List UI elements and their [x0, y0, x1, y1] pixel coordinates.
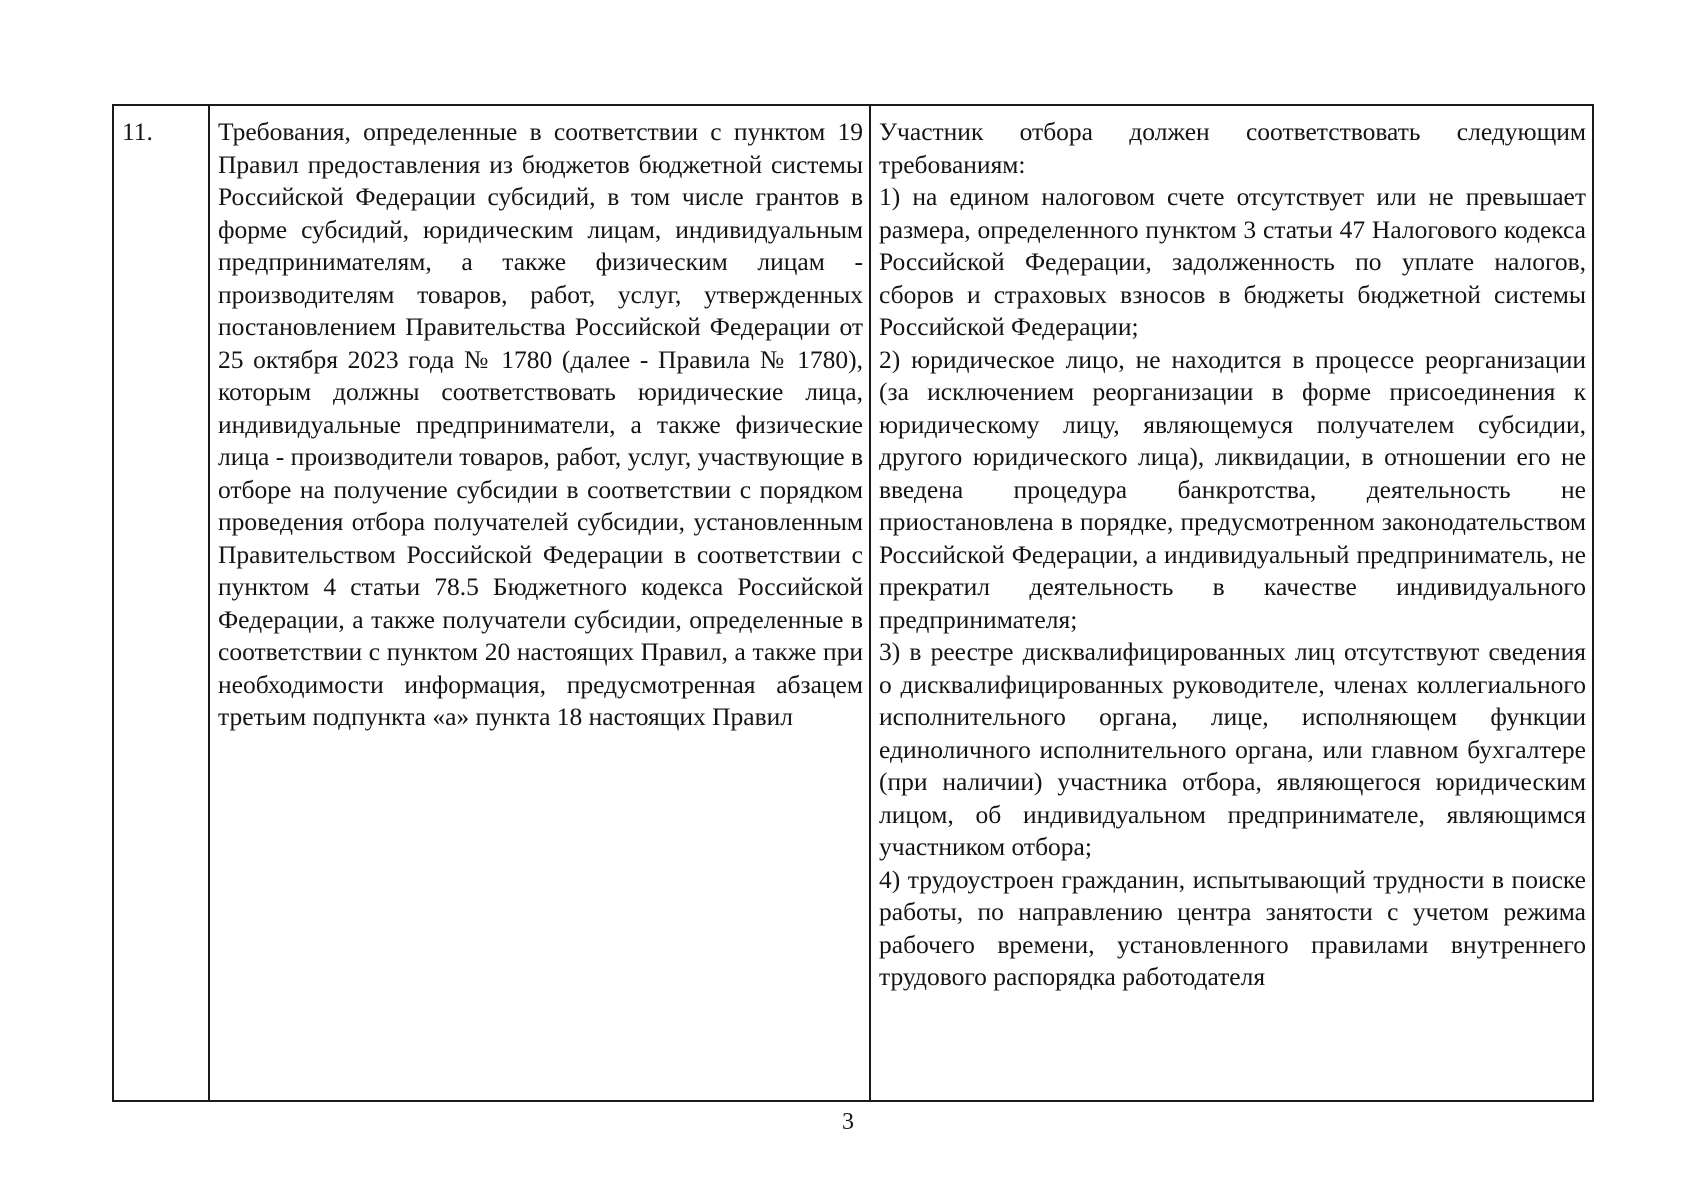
- criteria-item-3: 3) в реестре дисквалифицированных лиц отсутствуют сведения о дисквалифицированных руководителе, членах коллегиального исполнительного органа, лице, исполняющем функции единоличного исполнительного органа, или главном бухгалтере (при наличии) участника отбора, являющегося юридическим лицом, об индивидуальном предпринимателе, являющимся участником отбора;: [879, 637, 1586, 861]
- row-number-cell: [113, 105, 209, 1101]
- criteria-item-2: 2) юридическое лицо, не находится в процессе реорганизации (за исключением реорганизации в форме присоединения к юридическому лицу, являющемуся получателем субсидии, другого юридического лица), ликвидации, в отношении его не введена процедура банкротства, деятельность не приостановлена в порядке, предусмотренном законодательством Российской Федерации, а индивидуальный предприниматель, не прекратил деятельность в качестве индивидуального предпринимателя;: [879, 344, 1586, 634]
- criteria-item-4: 4) трудоустроен гражданин, испытывающий трудности в поиске работы, по направлению центра занятости с учетом режима рабочего времени, установленного правилами внутреннего трудового распорядка работодателя: [879, 864, 1586, 991]
- criteria-intro: Участник отбора должен соответствовать следующим требованиям:: [879, 117, 1586, 179]
- page-number: 3: [842, 1109, 854, 1135]
- requirements-table: [112, 104, 1594, 1102]
- table-row: [113, 105, 1593, 1101]
- requirement-cell: [209, 105, 870, 1101]
- row-number: 11.: [122, 117, 153, 146]
- criteria-cell: [870, 105, 1593, 1101]
- criteria-item-1: 1) на едином налоговом счете отсутствует или не превышает размера, определенного пунктом 3 статьи 47 Налогового кодекса Российской Федерации, задолженность по уплате налогов, сборов и страховых взносов в бюджеты бюджетной системы Российской Федерации;: [879, 182, 1586, 341]
- requirement-text: Требования, определенные в соответствии с пунктом 19 Правил предоставления из бюджетов бюджетной системы Российской Федерации субсидий, в том числе грантов в форме субсидий, юридическим лицам, индивидуальным предпринимателям, а также физическим лицам - производителям товаров, работ, услуг, утвержденных постановлением Правительства Российской Федерации от 25 октября 2023 года № 1780 (далее - Правила № 1780), которым должны соответствовать юридические лица, индивидуальные предприниматели, а также физические лица - производители товаров, работ, услуг, участвующие в отборе на получение субсидии в соответствии с порядком проведения отбора получателей субсидии, установленным Правительством Российской Федерации в соответствии с пунктом 4 статьи 78.5 Бюджетного кодекса Российской Федерации, а также получатели субсидии, определенные в соответствии с пунктом 20 настоящих Правил, а также при необходимости информация, предусмотренная абзацем третьим подпункта «а» пункта 18 настоящих Правил: [218, 117, 863, 731]
